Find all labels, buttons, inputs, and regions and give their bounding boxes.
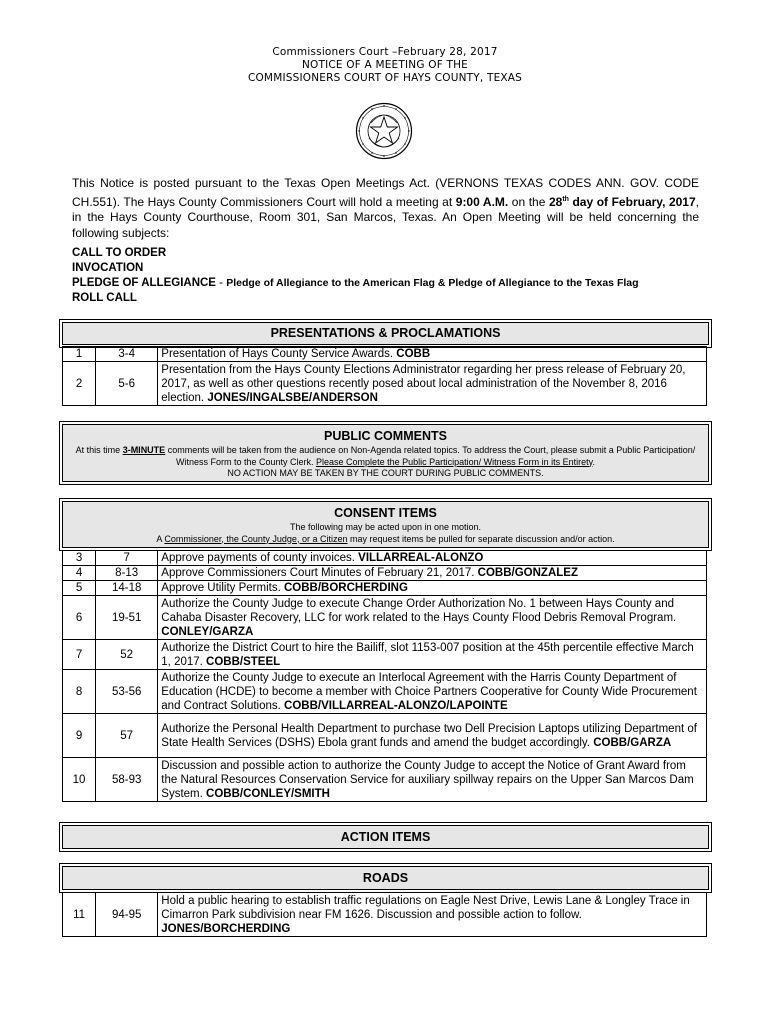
table-row: 5 14-18 Approve Utility Permits. COBB/BORCHERDING	[63, 581, 707, 596]
meeting-time: 9:00 A.M.	[455, 194, 509, 209]
table-row: 8 53-56 Authorize the County Judge to execute an Interlocal Agreement with the Harris County Department of Education (HCDE) to become a member with Choice Partners Cooperative for County Wide Procurement and Contract Solutions. COBB/VILLARREAL-ALONZO/LAPOINTE	[63, 670, 707, 714]
consent-table	[62, 550, 707, 802]
public-comments-note: At this time 3-MINUTE comments will be taken from the audience on Non-Agenda related topics. To address the Court, please submit a Public Participation/ Witness Form to the County Clerk. Please Complete the Public Participation/ Witness Form in its Entirety. NO ACTION MAY BE TAKEN BY THE COURT DURING PUBLIC COMMENTS.	[75, 445, 696, 478]
table-row: 10 58-93 Discussion and possible action to authorize the County Judge to accept the Notice of Grant Award from the Natural Resources Conservation Service for auxiliary spillway repairs on the Upper San Marcos Dam System. COBB/CONLEY/SMITH	[63, 758, 707, 802]
table-row: 3 7 Approve payments of county invoices. VILLARREAL-ALONZO	[63, 551, 707, 566]
meeting-date-line: Commissioners Court –February 28, 2017	[272, 46, 498, 58]
section-header-consent: CONSENT ITEMS The following may be acted upon in one motion. A Commissioner, the County Judge, or a Citizen may request items be pulled for separate discussion and/or action.	[62, 501, 709, 548]
table-row: 6 19-51 Authorize the County Judge to execute Change Order Authorization No. 1 between Hays County and Cahaba Disaster Recovery, LLC for work related to the Hays County Flood Debris Removal Program. CONLEY/GARZA	[63, 596, 707, 640]
pledge-line: PLEDGE OF ALLEGIANCE - Pledge of Allegiance to the American Flag & Pledge of Allegiance to the Texas Flag	[72, 277, 639, 289]
notice-paragraph: This Notice is posted pursuant to the Texas Open Meetings Act. (VERNONS TEXAS CODES ANN. GOV. CODE CH.551). The Hays County Commissioners Court will hold a meeting at 9:00 A.M. on the 28th day of February, 2017, in the Hays County Courthouse, Room 301, San Marcos, Texas. An Open Meeting will be held concerning the following subjects:	[72, 176, 700, 240]
table-row: 4 8-13 Approve Commissioners Court Minutes of February 21, 2017. COBB/GONZALEZ	[63, 566, 707, 581]
table-row: 9 57 Authorize the Personal Health Department to purchase two Dell Precision Laptops utilizing Department of State Health Services (DSHS) Ebola grant funds and amend the budget accordingly. COBB/GARZA	[63, 714, 707, 758]
table-row: 1 3-4 Presentation of Hays County Service Awards. COBB	[63, 347, 707, 362]
court-title: COMMISSIONERS COURT OF HAYS COUNTY, TEXAS	[247, 72, 523, 84]
document-header	[0, 46, 770, 85]
opening-agenda	[72, 246, 712, 306]
section-header-presentations: PRESENTATIONS & PROCLAMATIONS	[62, 322, 709, 345]
invocation: INVOCATION	[72, 262, 144, 274]
table-row: 2 5-6 Presentation from the Hays County Elections Administrator regarding her press release of February 20, 2017, as well as other questions recently posed about local administration of the November 8, 2016 election. JONES/INGALSBE/ANDERSON	[63, 362, 707, 406]
notice-title: NOTICE OF A MEETING OF THE	[301, 59, 469, 71]
table-row: 7 52 Authorize the District Court to hire the Bailiff, slot 1153-007 position at the 45th percentile effective March 1, 2017. COBB/STEEL	[63, 640, 707, 670]
call-to-order: CALL TO ORDER	[72, 247, 167, 259]
section-header-public-comments: PUBLIC COMMENTS At this time 3-MINUTE comments will be taken from the audience on Non-Agenda related topics. To address the Court, please submit a Public Participation/ Witness Form to the County Clerk. Please Complete the Public Participation/ Witness Form in its Entirety. NO ACTION MAY BE TAKEN BY THE COURT DURING PUBLIC COMMENTS.	[62, 424, 709, 482]
presentations-table	[62, 346, 707, 406]
meeting-day: 28	[548, 194, 563, 209]
section-header-action-items: ACTION ITEMS	[62, 825, 709, 849]
roll-call: ROLL CALL	[72, 292, 137, 304]
table-row: 11 94-95 Hold a public hearing to establish traffic regulations on Eagle Nest Drive, Lewis Lane & Longley Trace in Cimarron Park subdivision near FM 1626. Discussion and possible action to follow. JONES/BORCHERDING	[63, 893, 707, 937]
roads-table	[62, 892, 707, 937]
county-seal-icon	[355, 102, 413, 160]
consent-note: The following may be acted upon in one motion. A Commissioner, the County Judge, or a Citizen may request items be pulled for separate discussion and/or action.	[156, 522, 615, 544]
section-header-roads: ROADS	[62, 866, 709, 890]
